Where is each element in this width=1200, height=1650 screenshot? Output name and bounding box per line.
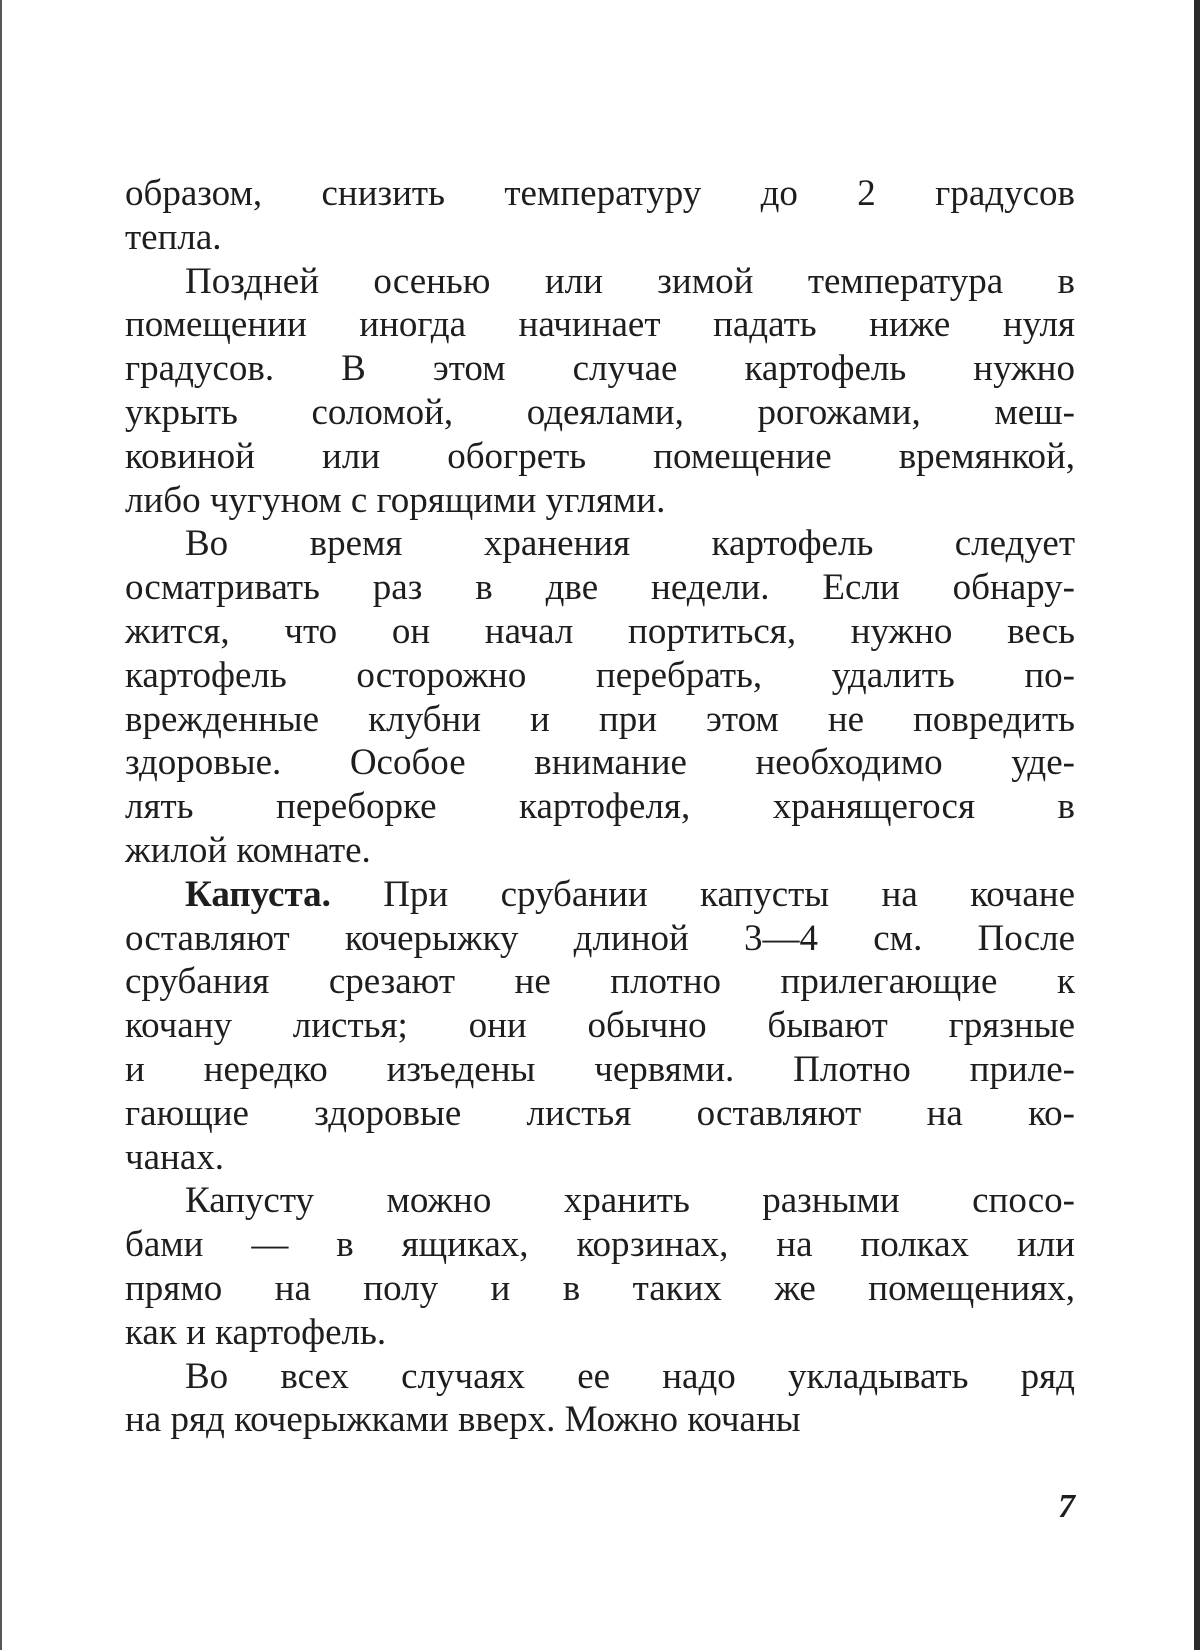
- paragraph-p4: [125, 873, 1075, 1180]
- text-line: градусов. В этом случае картофель нужно: [125, 348, 1075, 390]
- text-line: кочану листья; они обычно бывают грязные: [125, 1005, 1075, 1047]
- paragraph-p1: [125, 172, 1075, 260]
- run-in-heading: Капуста.: [185, 873, 331, 915]
- text-line: [125, 873, 1075, 917]
- text-line: как и картофель.: [125, 1311, 387, 1353]
- text-line-rest: При срубании капусты на кочане: [330, 873, 1075, 915]
- paragraph-p5: [125, 1179, 1075, 1354]
- text-line: образом, снизить температуру до 2 градусов: [125, 173, 1075, 214]
- text-line: на ряд кочерыжками вверх. Можно кочаны: [125, 1399, 801, 1441]
- text-line: бами — в ящиках, корзинах, на полках или: [125, 1224, 1075, 1266]
- text-line: чанах.: [125, 1136, 225, 1178]
- text-line: прямо на полу и в таких же помещениях,: [125, 1267, 1075, 1309]
- text-line: гающие здоровые листья оставляют на ко-: [125, 1092, 1075, 1134]
- text-line: жится, что он начал портиться, нужно весь: [125, 610, 1075, 652]
- text-line: укрыть соломой, одеялами, рогожами, меш-: [125, 391, 1075, 433]
- text-line: жилой комнате.: [125, 829, 371, 871]
- page-left-edge: [0, 0, 2, 1650]
- paragraph-p3: [125, 522, 1075, 872]
- text-line: Капусту можно хранить разными спосо-: [185, 1180, 1075, 1222]
- text-line: помещении иногда начинает падать ниже нуля: [125, 304, 1075, 346]
- page-number: 7: [1058, 1488, 1075, 1525]
- text-line: срубания срезают не плотно прилегающие к: [125, 961, 1075, 1003]
- text-line: либо чугуном с горящими углями.: [125, 479, 666, 521]
- body-text: [125, 172, 1075, 1442]
- page-right-edge: [1194, 0, 1200, 1650]
- text-line: и нередко изъедены червями. Плотно приле-: [125, 1048, 1075, 1090]
- text-line: Во всех случаях ее надо укладывать ряд: [185, 1355, 1075, 1397]
- text-line: картофель осторожно перебрать, удалить по-: [125, 654, 1075, 696]
- text-line: Во время хранения картофель следует: [185, 523, 1075, 565]
- text-line: тепла.: [125, 216, 222, 258]
- text-line: врежденные клубни и при этом не повредить: [125, 698, 1075, 740]
- paragraph-p2: [125, 260, 1075, 523]
- text-line: лять переборке картофеля, хранящегося в: [125, 786, 1075, 828]
- text-line: Поздней осенью или зимой температура в: [185, 260, 1075, 302]
- paragraph-p6: [125, 1355, 1075, 1443]
- text-line: ковиной или обогреть помещение времянкой,: [125, 435, 1075, 477]
- text-line: оставляют кочерыжку длиной 3—4 см. После: [125, 917, 1075, 959]
- text-line: здоровые. Особое внимание необходимо уде-: [125, 742, 1075, 784]
- text-line: осматривать раз в две недели. Если обнару-: [125, 567, 1075, 609]
